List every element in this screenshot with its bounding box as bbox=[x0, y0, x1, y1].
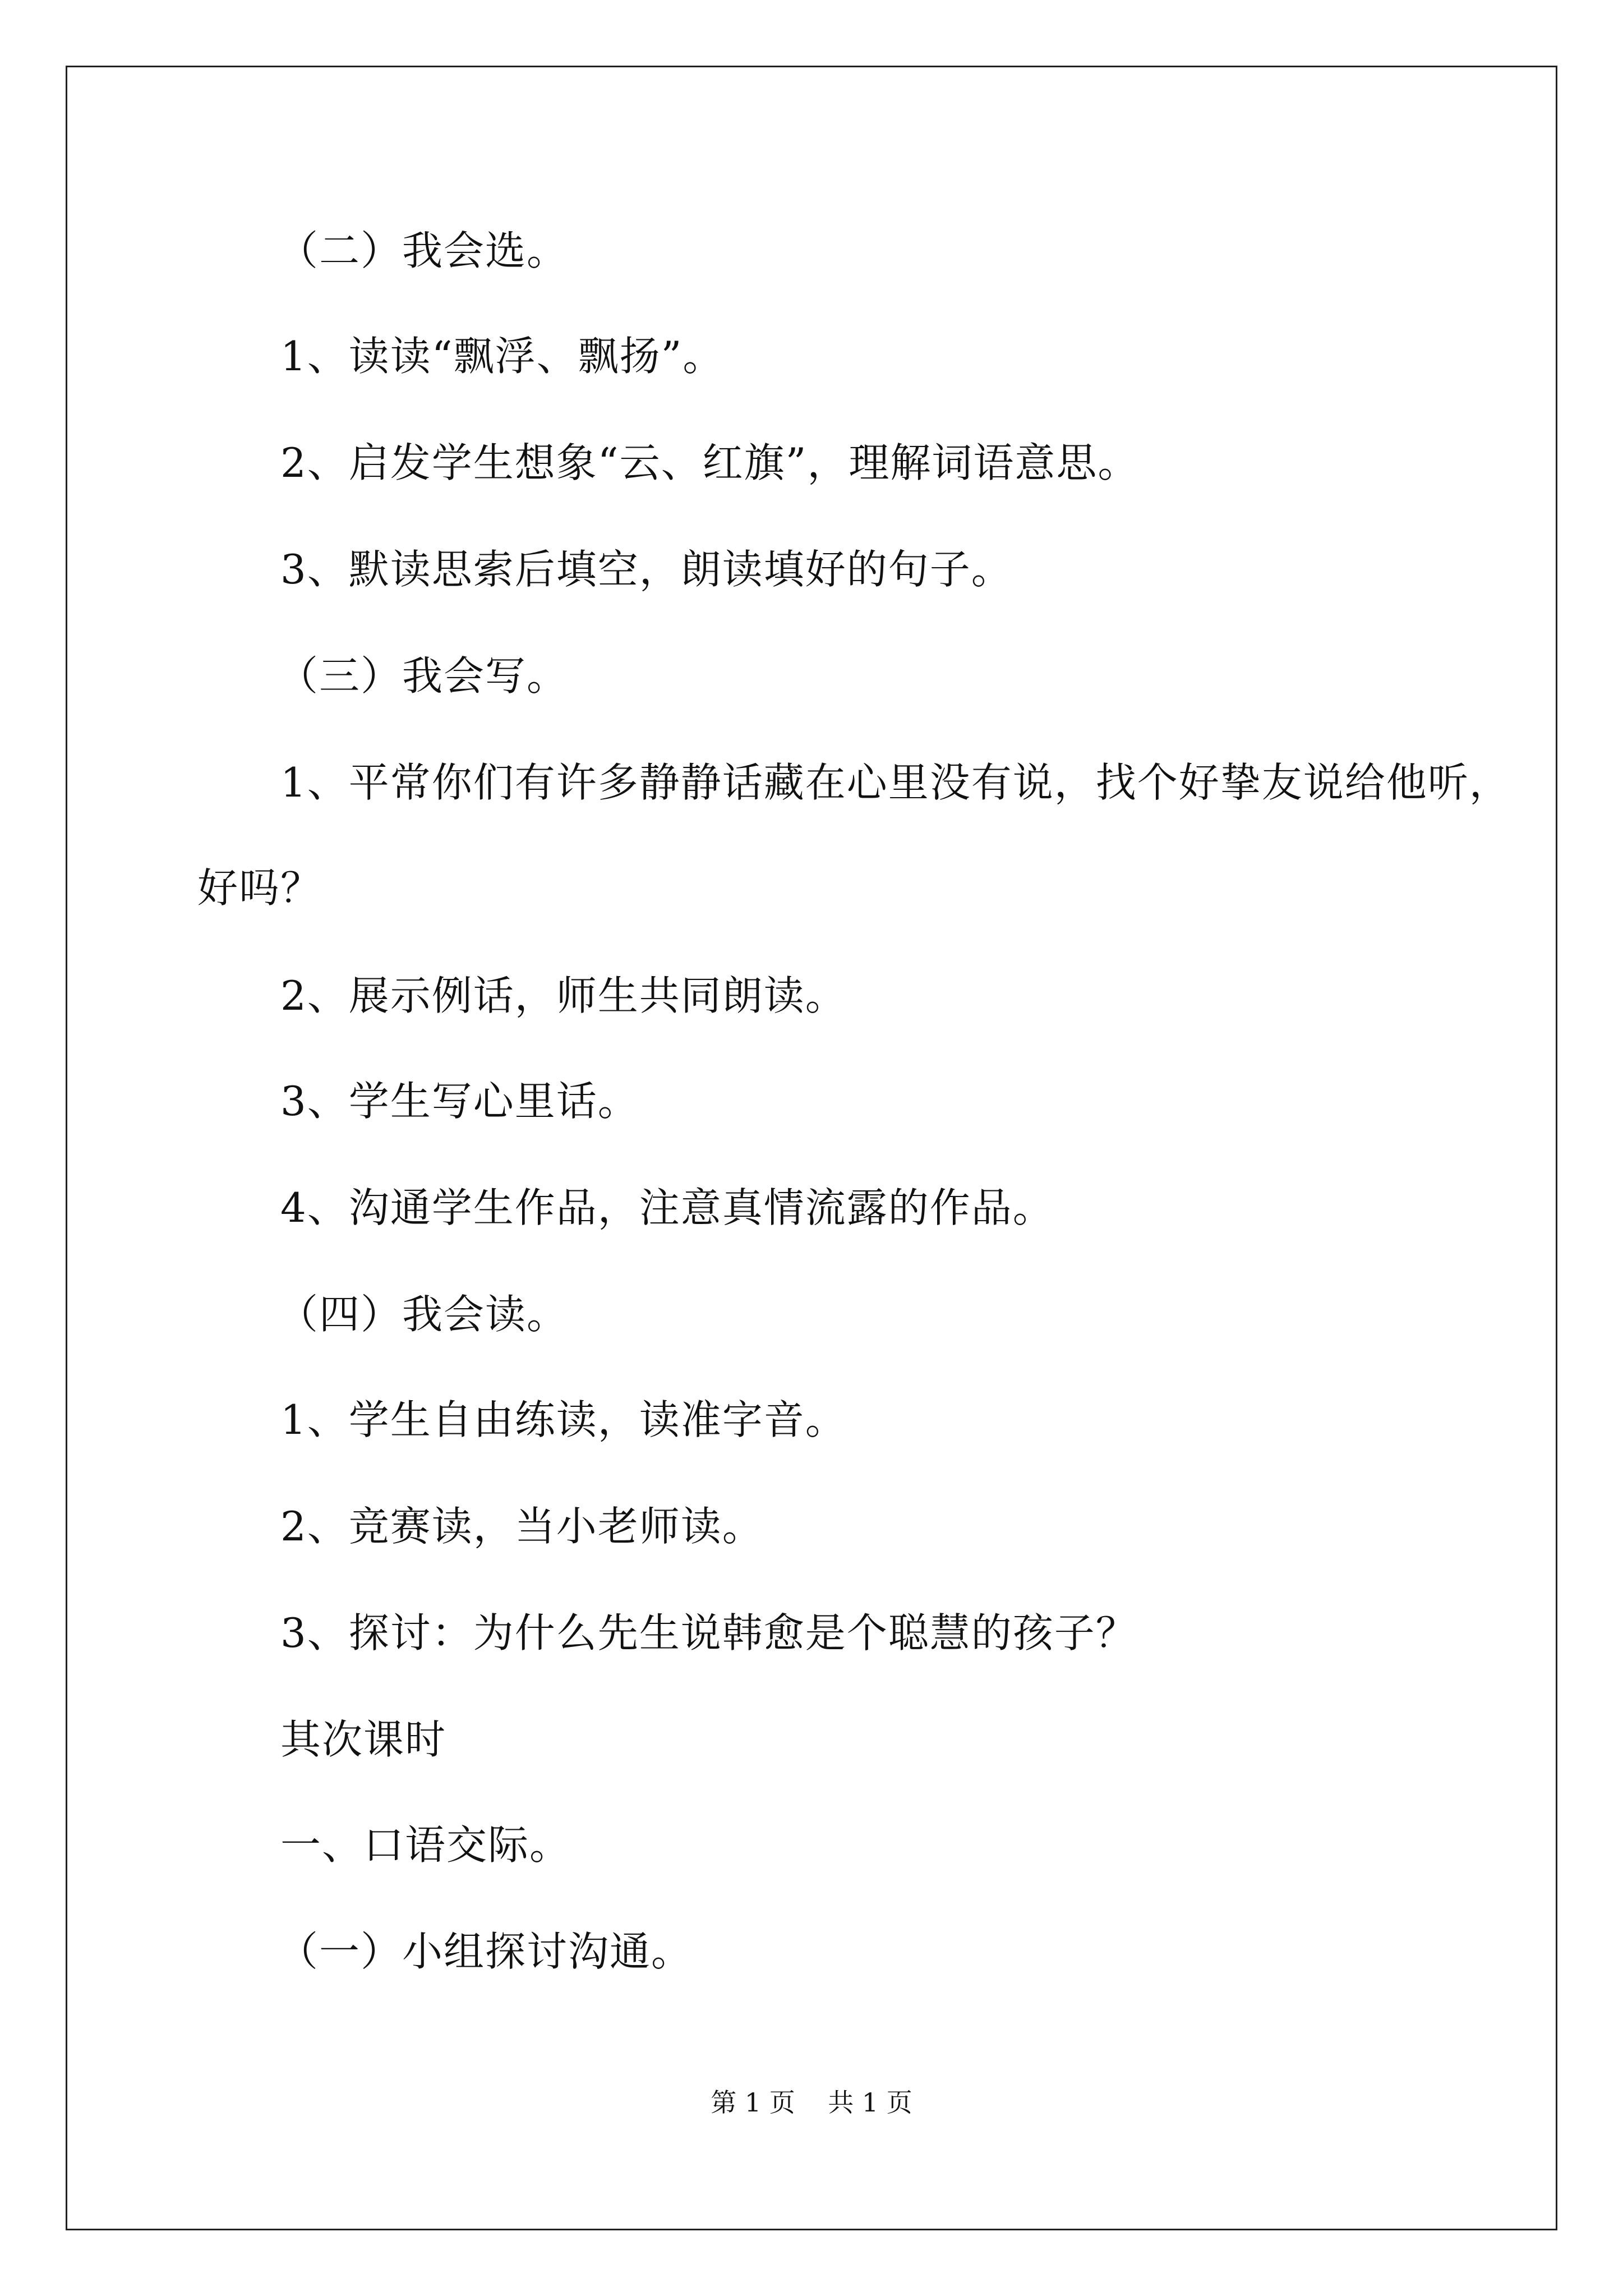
list-item: 1、学生自由练读，读准字音。 bbox=[280, 1396, 847, 1443]
subsection-heading: （一）小组探讨沟通。 bbox=[278, 1928, 693, 1975]
list-item: 1、读读“飘浮、飘扬”。 bbox=[280, 333, 725, 380]
list-item: 3、默读思索后填空，朗读填好的句子。 bbox=[280, 546, 1013, 593]
list-item: 2、竞赛读，当小老师读。 bbox=[280, 1503, 764, 1550]
page-border bbox=[66, 66, 1557, 2230]
section-heading-read: （四）我会读。 bbox=[278, 1291, 569, 1338]
list-item: 3、探讨：为什么先生说韩愈是个聪慧的孩子？ bbox=[280, 1609, 1137, 1657]
section-heading-write: （三）我会写。 bbox=[278, 652, 569, 700]
page-number-footer: 第 1 页 共 1 页 bbox=[711, 2087, 912, 2118]
list-item-continuation: 好吗？ bbox=[197, 864, 322, 912]
list-item: 4、沟通学生作品，注意真情流露的作品。 bbox=[280, 1184, 1054, 1231]
section-heading-oral: 一、口语交际。 bbox=[280, 1821, 571, 1869]
list-item: 1、平常你们有许多静静话藏在心里没有说，找个好挚友说给他听， bbox=[280, 759, 1511, 806]
section-heading-choose: （二）我会选。 bbox=[278, 227, 569, 274]
list-item: 3、学生写心里话。 bbox=[280, 1078, 639, 1125]
list-item: 2、展示例话，师生共同朗读。 bbox=[280, 972, 847, 1019]
lesson-heading: 其次课时 bbox=[280, 1716, 447, 1763]
list-item: 2、启发学生想象“云、红旗”，理解词语意思。 bbox=[280, 439, 1140, 486]
